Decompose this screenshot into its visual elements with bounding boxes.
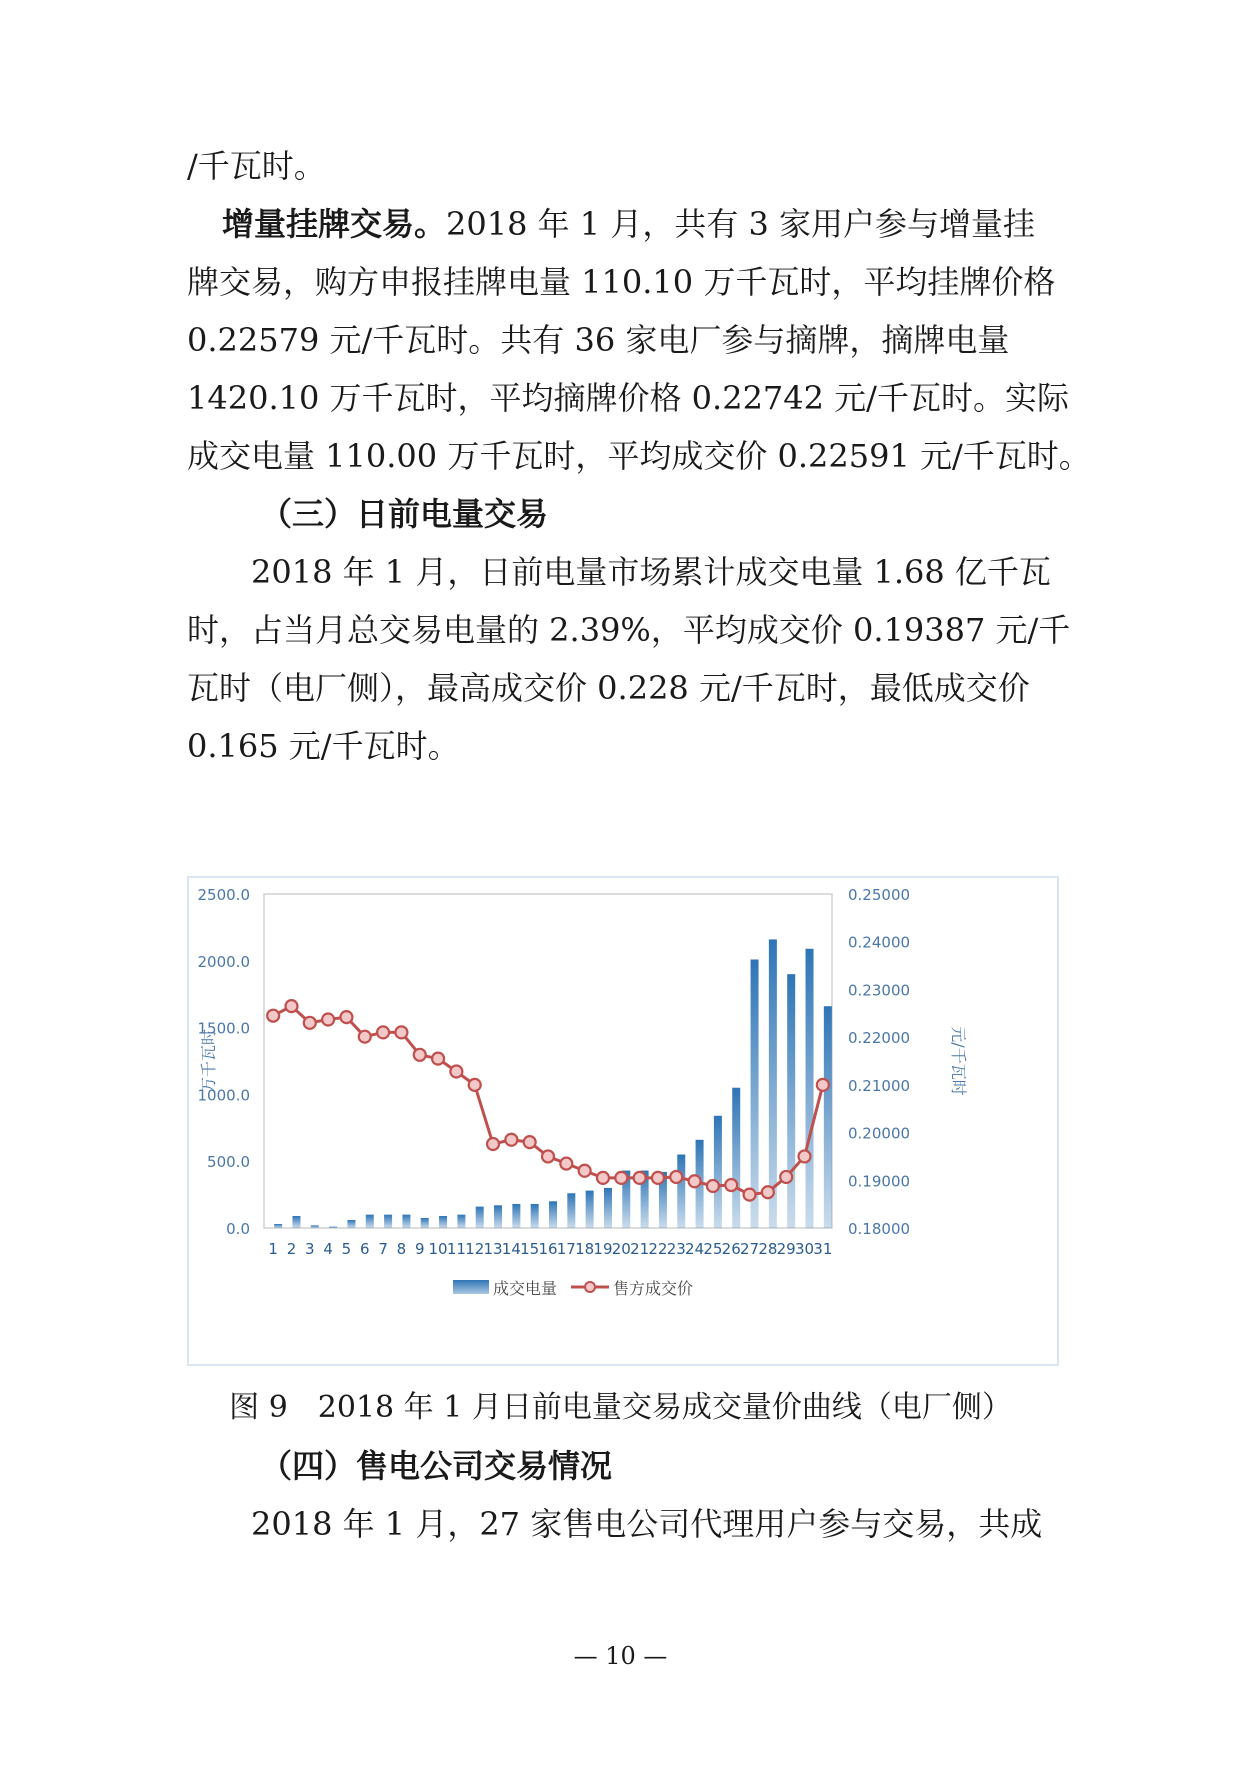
y-right-tick-label: 0.18000: [848, 1220, 911, 1238]
x-tick-label: 26: [721, 1240, 741, 1258]
x-tick-label: 1: [268, 1240, 278, 1258]
price-line: [273, 1006, 823, 1194]
bar-day-11: [457, 1215, 465, 1228]
x-tick-label: 23: [666, 1240, 686, 1258]
price-point-day-7: [377, 1026, 389, 1038]
price-point-day-11: [450, 1065, 462, 1077]
bar-day-10: [439, 1216, 447, 1228]
section-heading-4: （四）售电公司交易情况: [260, 1447, 613, 1485]
x-tick-label: 5: [341, 1240, 352, 1258]
paragraph-line: 0.165 元/千瓦时。: [187, 727, 460, 765]
y-right-tick-label: 0.23000: [848, 981, 911, 1000]
bar-day-26: [732, 1088, 740, 1228]
x-tick-label: 15: [520, 1240, 540, 1258]
price-point-day-31: [817, 1079, 829, 1091]
chart-container: [187, 876, 1059, 1366]
x-tick-label: 24: [685, 1240, 705, 1258]
bar-day-6: [366, 1215, 374, 1228]
figure-caption: 图 9 2018 年 1 月日前电量交易成交量价曲线（电厂侧）: [229, 1390, 1012, 1425]
y-left-tick-label: 0.0: [226, 1220, 250, 1238]
bar-day-9: [421, 1218, 429, 1228]
x-tick-label: 16: [538, 1240, 558, 1258]
x-tick-label: 7: [378, 1240, 388, 1258]
section-heading-3: （三）日前电量交易: [260, 495, 549, 533]
x-tick-label: 6: [360, 1240, 370, 1258]
x-tick-label: 13: [483, 1240, 503, 1258]
price-point-day-22: [652, 1172, 664, 1184]
y-right-tick-label: 0.20000: [848, 1124, 911, 1143]
price-point-day-4: [322, 1013, 334, 1025]
bar-day-18: [586, 1191, 594, 1228]
price-point-day-1: [267, 1010, 279, 1022]
x-tick-label: 11: [446, 1240, 466, 1258]
bar-day-7: [384, 1215, 392, 1228]
y-right-tick-label: 0.22000: [848, 1029, 911, 1048]
x-tick-label: 20: [611, 1240, 631, 1258]
bar-day-3: [311, 1225, 319, 1228]
x-tick-label: 31: [813, 1240, 833, 1258]
y-left-tick-label: 1000.0: [197, 1086, 250, 1105]
paragraph-line: 时，占当月总交易电量的 2.39%，平均成交价 0.19387 元/千: [187, 611, 1071, 649]
paragraph-line: 0.22579 元/千瓦时。共有 36 家电厂参与摘牌，摘牌电量: [187, 321, 1010, 359]
price-point-day-13: [487, 1138, 499, 1150]
paragraph-text: 2018 年 1 月，共有 3 家用户参与增量挂: [446, 205, 1036, 243]
bold-lead: 增量挂牌交易。: [222, 205, 447, 243]
y-right-tick-label: 0.24000: [848, 933, 911, 952]
x-tick-label: 29: [776, 1240, 796, 1258]
legend-bar-label: 成交电量: [493, 1279, 558, 1298]
y-right-tick-label: 0.19000: [848, 1172, 911, 1191]
y-right-tick-label: 0.25000: [848, 886, 911, 904]
price-point-day-28: [762, 1186, 774, 1198]
y-left-tick-label: 500.0: [207, 1153, 250, 1172]
price-point-day-2: [285, 1000, 297, 1012]
y-left-tick-label: 1500.0: [197, 1019, 250, 1038]
y-left-tick-label: 2000.0: [197, 952, 250, 971]
price-point-day-5: [340, 1011, 352, 1023]
x-tick-label: 28: [758, 1240, 778, 1258]
price-point-day-3: [304, 1017, 316, 1029]
legend-bar-swatch: [453, 1280, 489, 1294]
legend-line-label: 售方成交价: [613, 1279, 694, 1298]
price-point-day-29: [780, 1171, 792, 1183]
x-tick-label: 9: [414, 1240, 425, 1258]
volume-price-chart: [189, 878, 1057, 1364]
x-tick-label: 21: [630, 1240, 650, 1258]
bar-day-25: [714, 1116, 722, 1228]
price-point-day-30: [799, 1150, 811, 1162]
bar-day-4: [329, 1227, 337, 1228]
bar-day-13: [494, 1205, 502, 1228]
paragraph-line: 2018 年 1 月，27 家售电公司代理用户参与交易，共成: [251, 1505, 1043, 1543]
price-point-day-12: [469, 1079, 481, 1091]
paragraph-line: 1420.10 万千瓦时，平均摘牌价格 0.22742 元/千瓦时。实际: [187, 379, 1069, 417]
legend-line-marker: [585, 1282, 595, 1292]
price-point-day-17: [560, 1158, 572, 1170]
x-tick-label: 22: [648, 1240, 668, 1258]
price-point-day-23: [670, 1171, 682, 1183]
bar-day-15: [531, 1204, 539, 1228]
x-tick-label: 8: [396, 1240, 407, 1258]
x-tick-label: 12: [465, 1240, 485, 1258]
bar-day-29: [787, 974, 795, 1228]
bar-day-2: [292, 1216, 300, 1228]
paragraph-line: 成交电量 110.00 万千瓦时，平均成交价 0.22591 元/千瓦时。: [187, 437, 1091, 475]
y-right-axis-title: 元/千瓦时: [949, 1026, 968, 1096]
y-left-tick-label: 2500.0: [197, 886, 250, 904]
price-point-day-24: [689, 1175, 701, 1187]
x-tick-label: 27: [740, 1240, 760, 1258]
x-tick-label: 19: [593, 1240, 613, 1258]
bar-day-27: [751, 959, 759, 1228]
x-tick-label: 17: [556, 1240, 576, 1258]
x-tick-label: 14: [501, 1240, 521, 1258]
price-point-day-26: [725, 1179, 737, 1191]
bar-day-5: [347, 1220, 355, 1228]
paragraph-line: 瓦时（电厂侧），最高成交价 0.228 元/千瓦时，最低成交价: [187, 669, 1030, 707]
y-left-axis-title: 万千瓦时: [199, 1028, 218, 1094]
bar-day-19: [604, 1188, 612, 1228]
x-tick-label: 2: [286, 1240, 297, 1258]
y-right-tick-label: 0.21000: [848, 1076, 911, 1095]
plot-area-border: [264, 894, 832, 1228]
price-point-day-15: [524, 1136, 536, 1148]
price-point-day-6: [359, 1031, 371, 1043]
price-point-day-14: [505, 1134, 517, 1146]
bar-day-12: [476, 1207, 484, 1228]
bar-day-17: [567, 1193, 575, 1228]
paragraph-line: 2018 年 1 月，日前电量市场累计成交电量 1.68 亿千瓦: [251, 553, 1051, 591]
bar-day-1: [274, 1224, 282, 1228]
price-point-day-27: [744, 1189, 756, 1201]
x-tick-label: 4: [323, 1240, 333, 1258]
price-point-day-10: [432, 1053, 444, 1065]
price-point-day-19: [597, 1172, 609, 1184]
paragraph-line: 牌交易，购方申报挂牌电量 110.10 万千瓦时，平均挂牌价格: [187, 263, 1056, 301]
x-tick-label: 18: [575, 1240, 595, 1258]
x-tick-label: 10: [428, 1240, 448, 1258]
price-point-day-16: [542, 1150, 554, 1162]
price-point-day-25: [707, 1180, 719, 1192]
bar-day-31: [824, 1006, 832, 1228]
page-number: — 10 —: [573, 1642, 668, 1670]
bar-day-8: [402, 1215, 410, 1228]
x-tick-label: 3: [305, 1240, 315, 1258]
bar-day-14: [512, 1204, 520, 1228]
price-point-day-9: [414, 1049, 426, 1061]
paragraph-continuation: /千瓦时。: [187, 147, 326, 185]
paragraph-line: [222, 204, 1049, 244]
x-tick-label: 25: [703, 1240, 723, 1258]
price-point-day-8: [395, 1026, 407, 1038]
x-tick-label: 30: [794, 1240, 815, 1258]
bar-day-23: [677, 1155, 685, 1228]
price-point-day-20: [615, 1172, 627, 1184]
bar-day-30: [806, 949, 814, 1228]
price-point-day-18: [579, 1165, 591, 1177]
price-point-day-21: [634, 1172, 646, 1184]
bar-day-16: [549, 1201, 557, 1228]
